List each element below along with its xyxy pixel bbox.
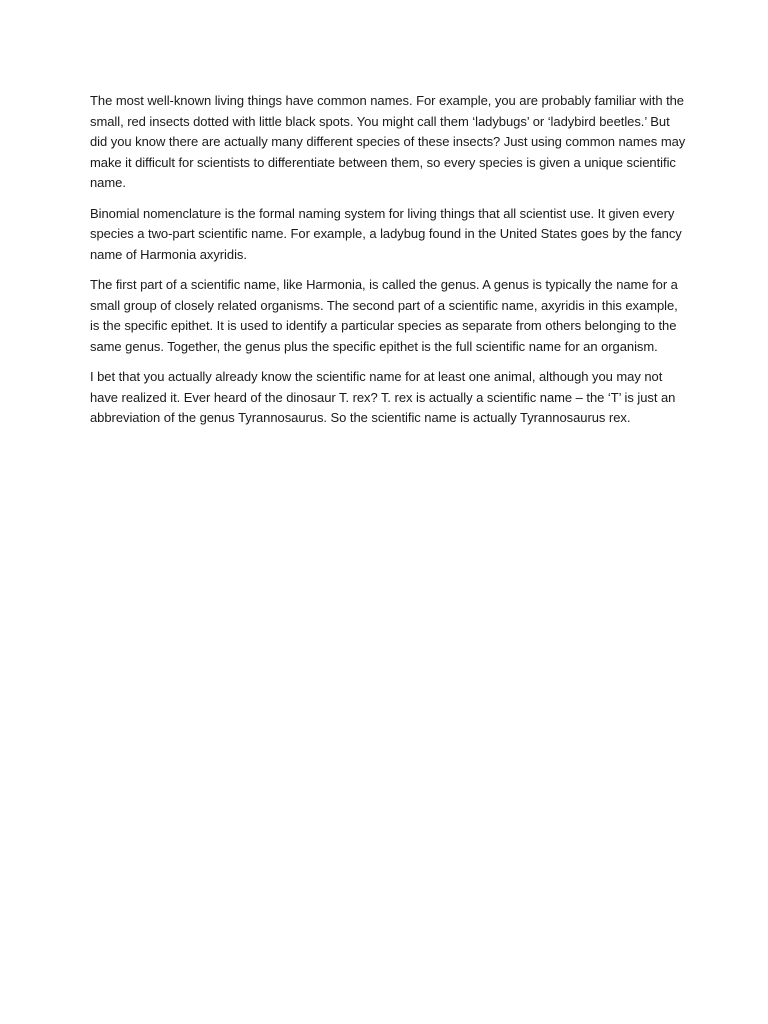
paragraph-common-names: The most well-known living things have common names. For example, you are probably familiar with the small, red insects dotted with little black spots. You might call them ‘ladybugs’ or ‘ladybird beetles.’ But did you know there are actually many different species of these insects? Just using common names may make it difficult for scientists to differentiate between them, so every species is given a unique scientific name. (90, 93, 686, 190)
paragraph-t-rex: I bet that you actually already know the scientific name for at least one animal, although you may not have realized it. Ever heard of the dinosaur T. rex? T. rex is actually a scientific name – the ‘T’ is just an abbreviation of the genus Tyrannosaurus. So the scientific name is actually Tyrannosaurus rex. (90, 369, 676, 425)
paragraph-binomial-nomenclature: Binomial nomenclature is the formal naming system for living things that all scientist use. It given every species a two-part scientific name. For example, a ladybug found in the United States goes by the fancy name of Harmonia axyridis. (90, 205, 682, 262)
document-body (90, 91, 686, 439)
paragraph-genus-epithet: The first part of a scientific name, like Harmonia, is called the genus. A genus is typically the name for a small group of closely related organisms. The second part of a scientific name, axyridis in this example, is the specific epithet. It is used to identify a particular species as separate from others belonging to the same genus. Together, the genus plus the specific epithet is the full scientific name for an organism. (90, 277, 678, 354)
